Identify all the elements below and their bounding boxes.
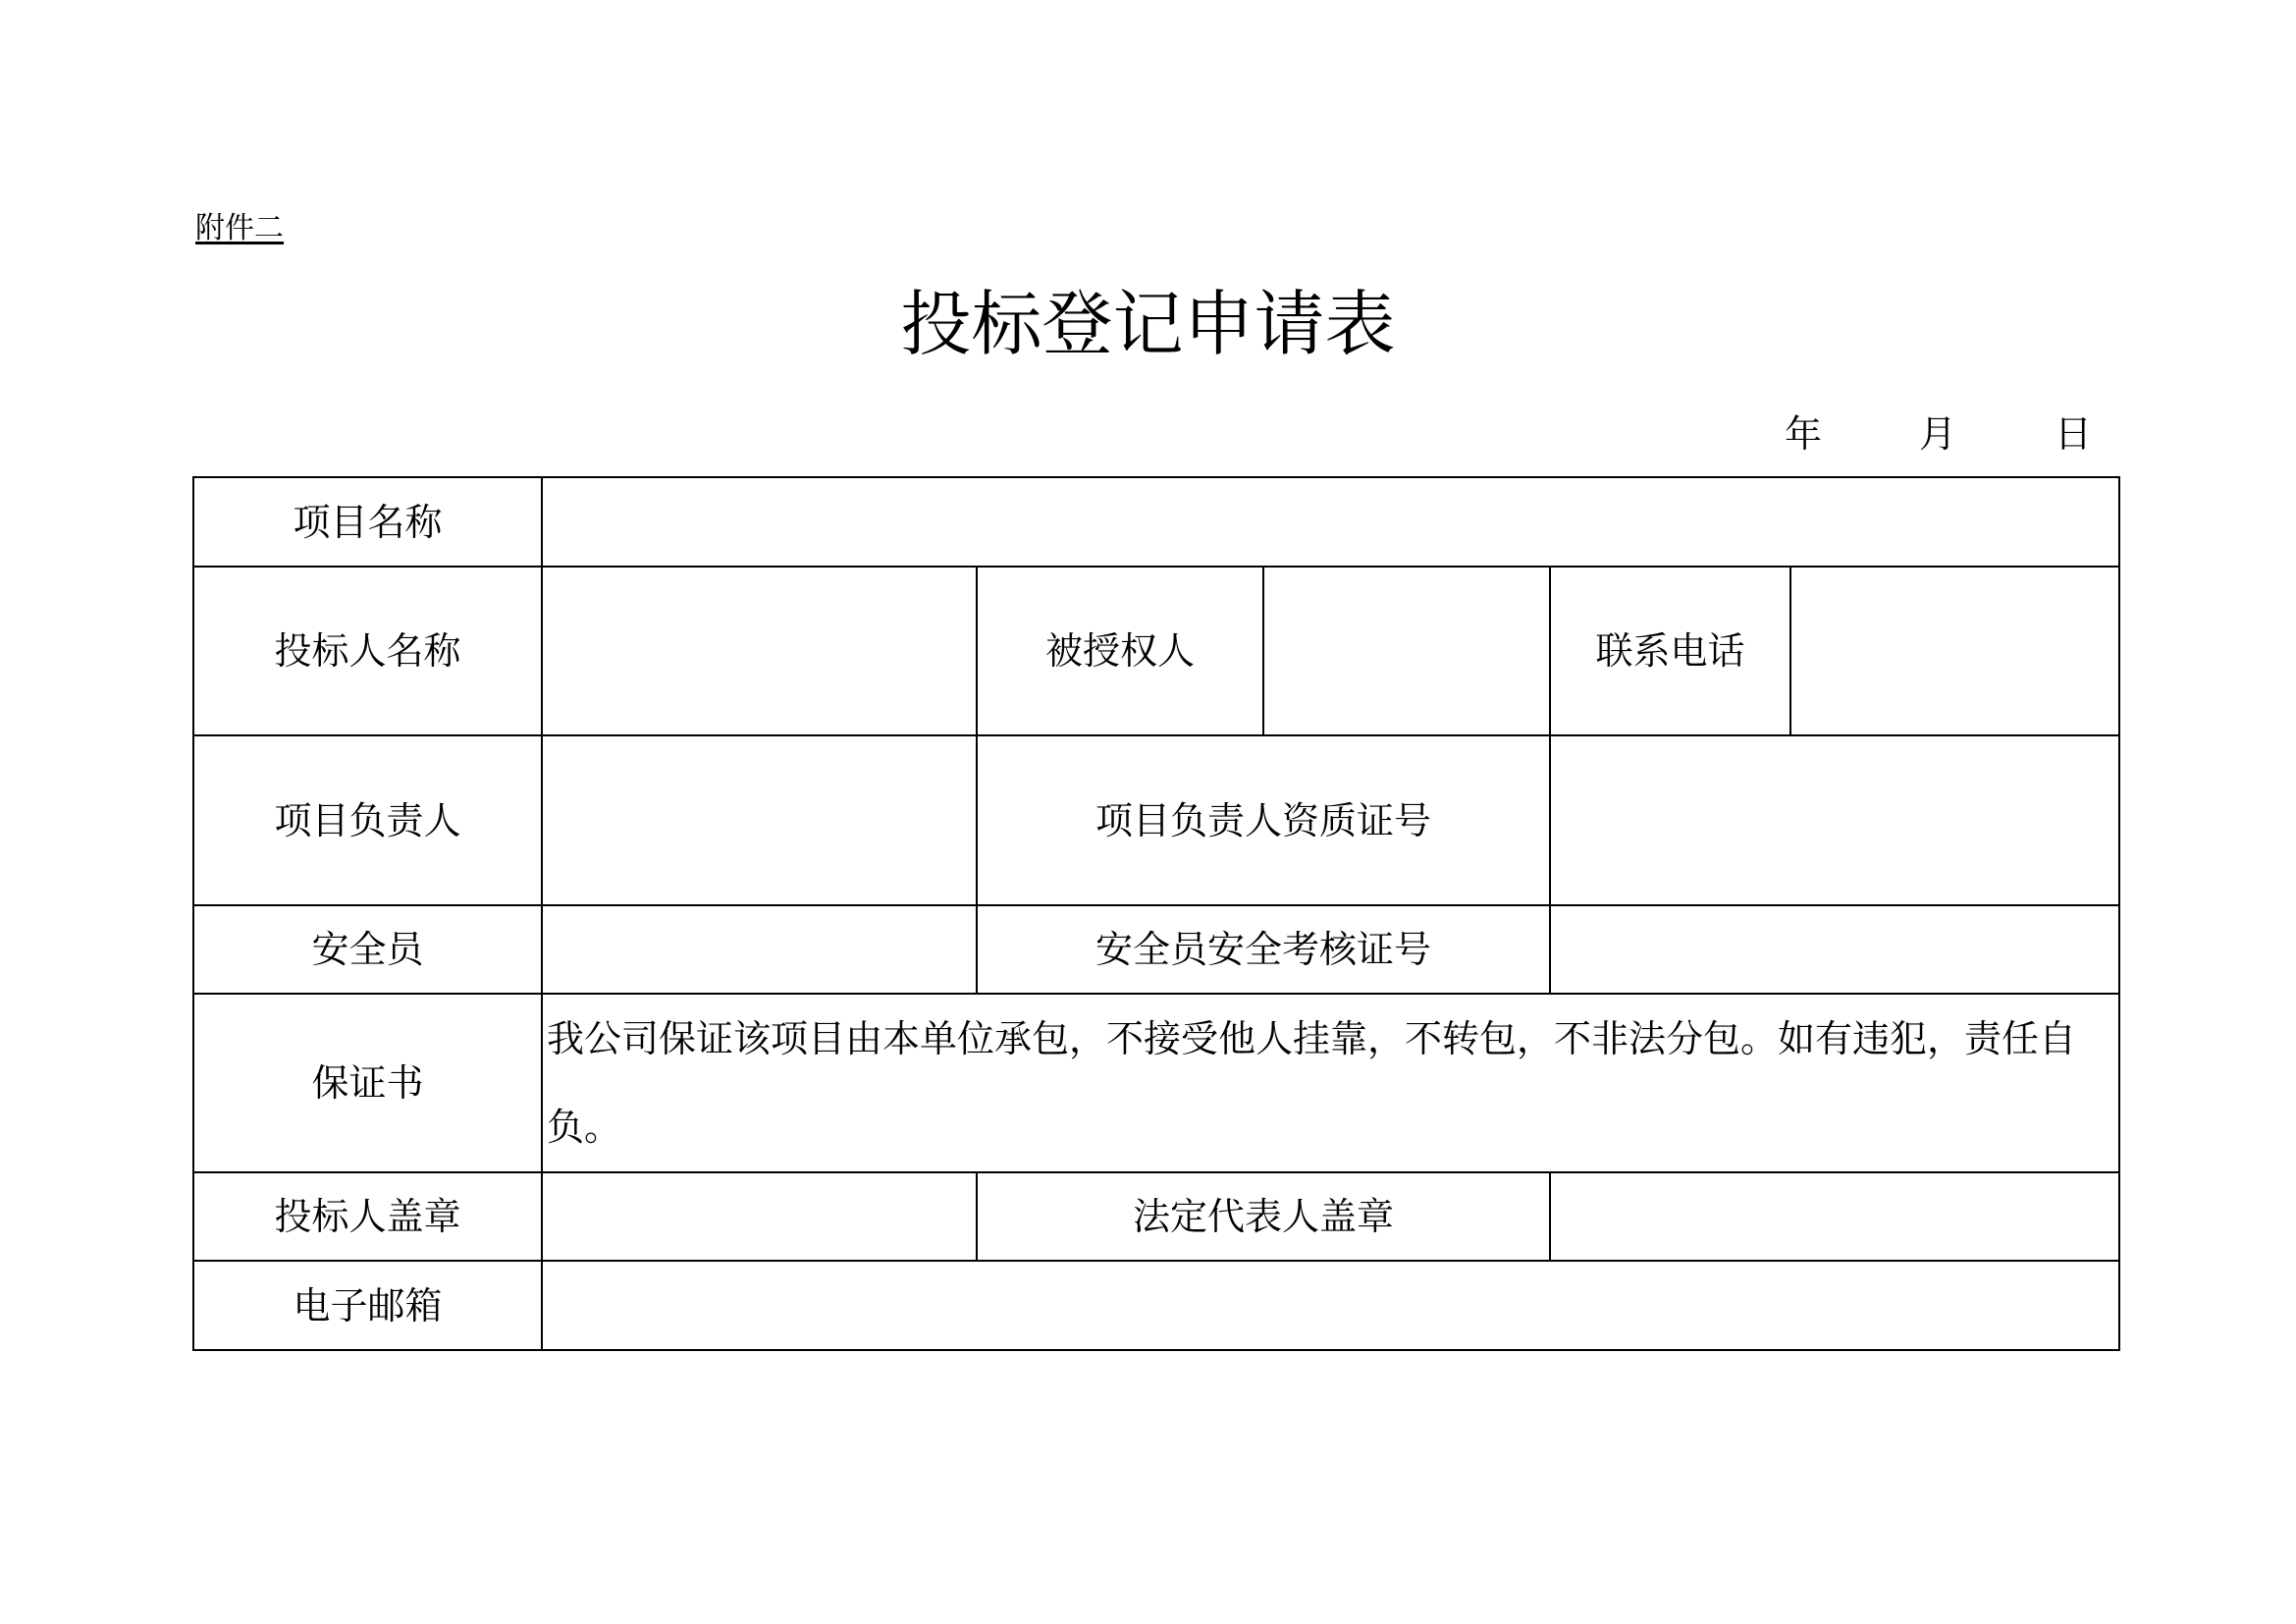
manager-cert-label: 项目负责人资质证号 xyxy=(977,735,1550,905)
date-month-label: 月 xyxy=(1919,412,1957,456)
project-name-field[interactable] xyxy=(542,477,2119,567)
row-project-manager xyxy=(193,735,2119,905)
row-safety-officer xyxy=(193,905,2119,994)
date-day-label: 日 xyxy=(2055,412,2093,456)
bidder-seal-label: 投标人盖章 xyxy=(193,1172,542,1261)
safety-officer-field[interactable] xyxy=(542,905,977,994)
registration-form-table xyxy=(192,476,2120,1351)
guarantee-text: 我公司保证该项目由本单位承包，不接受他人挂靠，不转包，不非法分包。如有违犯，责任自负。 xyxy=(542,994,2119,1172)
bidder-seal-field[interactable] xyxy=(542,1172,977,1261)
legal-rep-seal-field[interactable] xyxy=(1550,1172,2119,1261)
contact-phone-field[interactable] xyxy=(1790,567,2119,735)
row-guarantee xyxy=(193,994,2119,1172)
safety-cert-label: 安全员安全考核证号 xyxy=(977,905,1550,994)
date-year-label: 年 xyxy=(1785,412,1823,456)
form-title: 投标登记申请表 xyxy=(900,283,1396,365)
guarantee-label: 保证书 xyxy=(193,994,542,1172)
row-bidder xyxy=(193,567,2119,735)
contact-phone-label: 联系电话 xyxy=(1550,567,1790,735)
bidder-name-field[interactable] xyxy=(542,567,977,735)
attachment-label: 附件二 xyxy=(195,211,284,245)
project-manager-field[interactable] xyxy=(542,735,977,905)
email-field[interactable] xyxy=(542,1261,2119,1350)
row-seals xyxy=(193,1172,2119,1261)
row-email xyxy=(193,1261,2119,1350)
email-label: 电子邮箱 xyxy=(193,1261,542,1350)
bidder-name-label: 投标人名称 xyxy=(193,567,542,735)
row-project-name xyxy=(193,477,2119,567)
authorized-person-field[interactable] xyxy=(1263,567,1550,735)
manager-cert-field[interactable] xyxy=(1550,735,2119,905)
legal-rep-seal-label: 法定代表人盖章 xyxy=(977,1172,1550,1261)
authorized-person-label: 被授权人 xyxy=(977,567,1263,735)
safety-cert-field[interactable] xyxy=(1550,905,2119,994)
project-manager-label: 项目负责人 xyxy=(193,735,542,905)
project-name-label: 项目名称 xyxy=(193,477,542,567)
safety-officer-label: 安全员 xyxy=(193,905,542,994)
